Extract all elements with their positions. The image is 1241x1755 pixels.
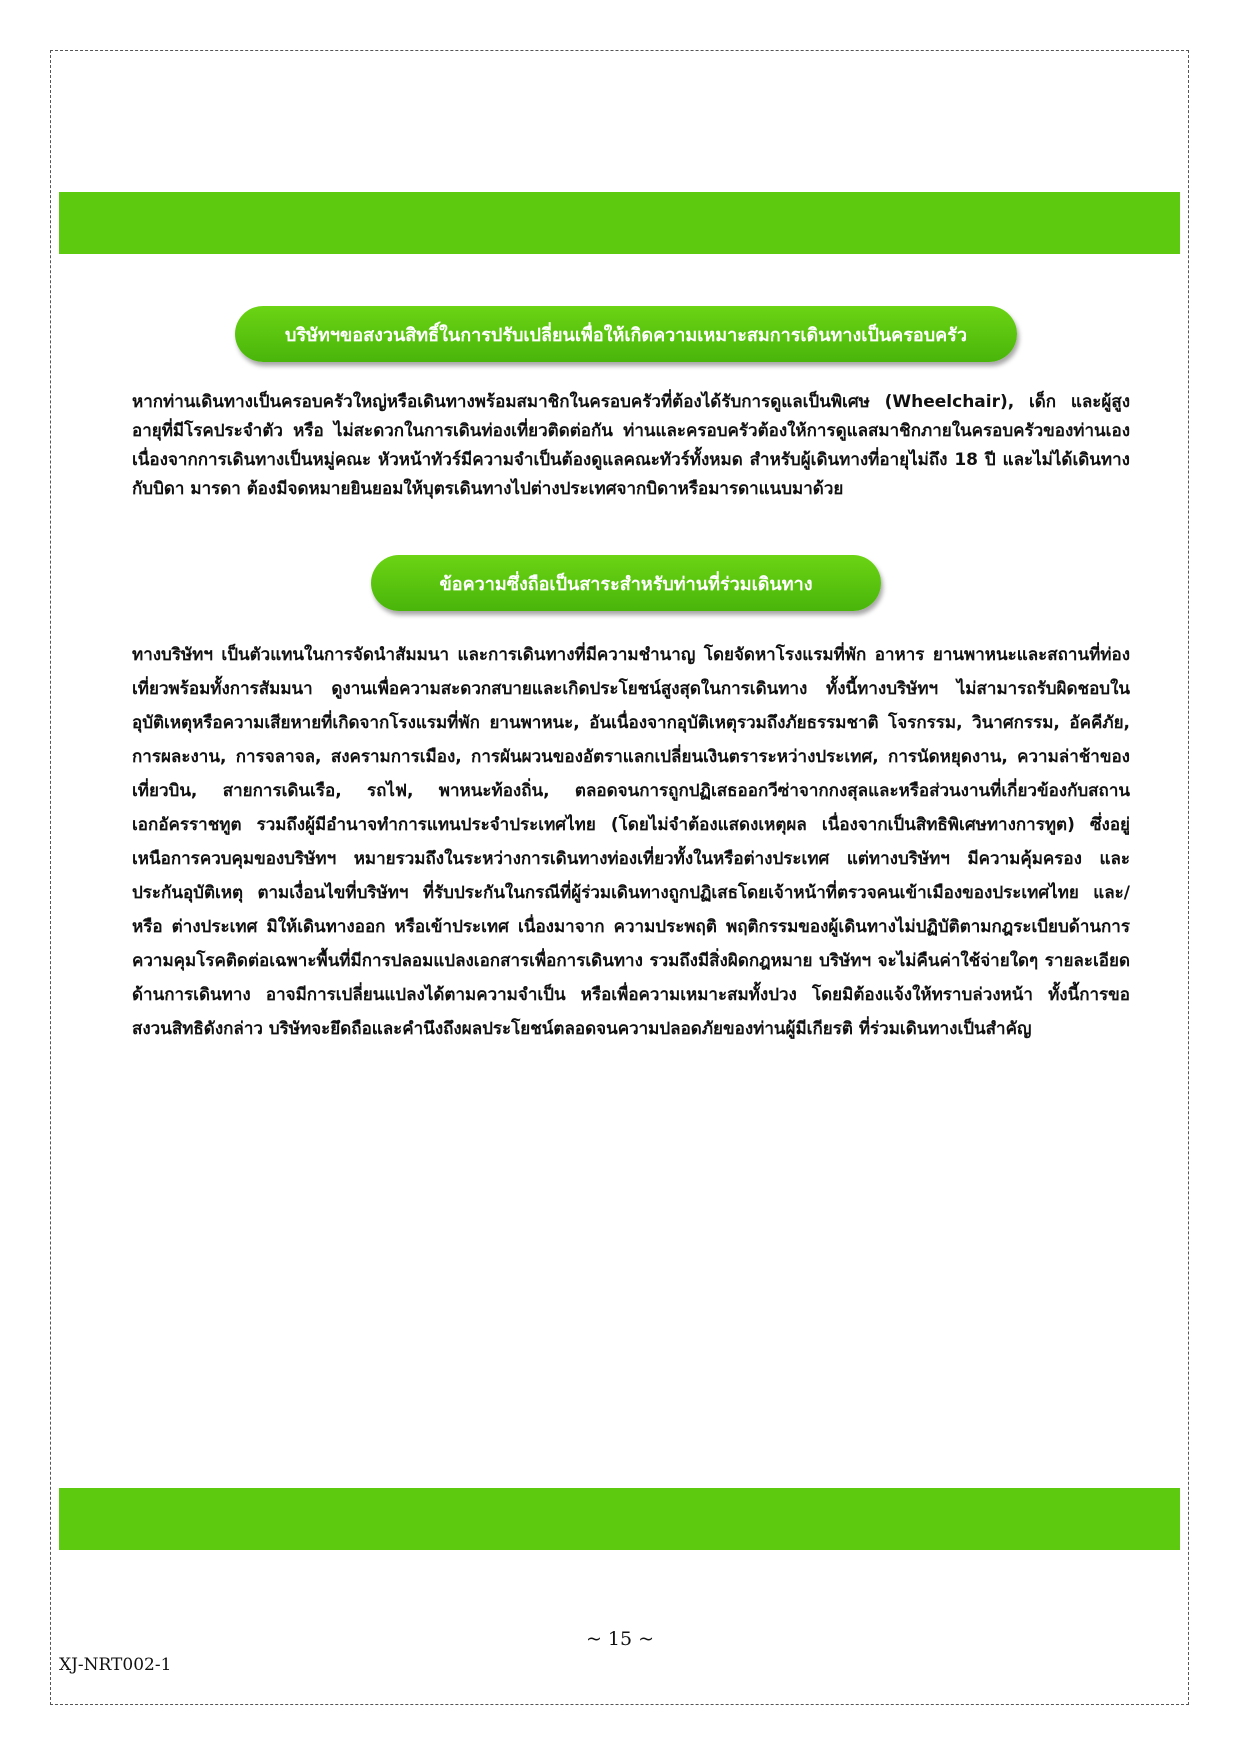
section-heading-important-info-text: ข้อความซึ่งถือเป็นสาระสำหรับท่านที่ร่วมเดินทาง	[439, 573, 813, 595]
section-heading-family-travel-text: บริษัทฯขอสงวนสิทธิ์ในการปรับเปลี่ยนเพื่อให้เกิดความเหมาะสมการเดินทางเป็นครอบครัว	[285, 324, 967, 346]
section-heading-family-travel	[235, 306, 1017, 362]
page-number: ~ 15 ~	[585, 1628, 655, 1650]
footer-band	[59, 1488, 1180, 1550]
family-travel-paragraph: หากท่านเดินทางเป็นครอบครัวใหญ่หรือเดินทางพร้อมสมาชิกในครอบครัวที่ต้องได้รับการดูแลเป็นพิเศษ (Wheelchair), เด็ก และผู้สูงอายุที่มีโรคประจำตัว หรือ ไม่สะดวกในการเดินท่องเที่ยวติดต่อกัน ท่านและครอบครัวต้องให้การดูแลสมาชิกภายในครอบครัวของท่านเอง เนื่องจากการเดินทางเป็นหมู่คณะ หัวหน้าทัวร์มีความจำเป็นต้องดูแลคณะทัวร์ทั้งหมด สำหรับผู้เดินทางที่อายุไม่ถึง 18 ปี และไม่ได้เดินทางกับบิดา มารดา ต้องมีจดหมายยินยอมให้บุตรเดินทางไปต่างประเทศจากบิดาหรือมารดาแนบมาด้วย	[132, 392, 1130, 499]
section-heading-important-info	[371, 555, 881, 611]
important-info-paragraph: ทางบริษัทฯ เป็นตัวแทนในการจัดนำสัมมนา และการเดินทางที่มีความชำนาญ โดยจัดหาโรงแรมที่พัก อาหาร ยานพาหนะและสถานที่ท่องเที่ยวพร้อมทั้งการสัมมนา ดูงานเพื่อความสะดวกสบายและเกิดประโยชน์สูงสุดในการเดินทาง ทั้งนี้ทางบริษัทฯ ไม่สามารถรับผิดชอบในอุบัติเหตุหรือความเสียหายที่เกิดจากโรงแรมที่พัก ยานพาหนะ, อันเนื่องจากอุบัติเหตุรวมถึงภัยธรรมชาติ โจรกรรม, วินาศกรรม, อัคคีภัย, การผละงาน, การจลาจล, สงครามการเมือง, การผันผวนของอัตราแลกเปลี่ยนเงินตราระหว่างประเทศ, การนัดหยุดงาน, ความล่าช้าของเที่ยวบิน, สายการเดินเรือ, รถไฟ, พาหนะท้องถิ่น, ตลอดจนการถูกปฏิเสธออกวีซ่าจากกงสุลและหรือส่วนงานที่เกี่ยวข้องกับสถานเอกอัครราชทูต รวมถึงผู้มีอำนาจทำการแทนประจำประเทศไทย (โดยไม่จำต้องแสดงเหตุผล เนื่องจากเป็นสิทธิพิเศษทางการทูต) ซึ่งอยู่เหนือการควบคุมของบริษัทฯ หมายรวมถึงในระหว่างการเดินทางท่องเที่ยวทั้งในหรือต่างประเทศ แต่ทางบริษัทฯ มีความคุ้มครอง และประกันอุบัติเหตุ ตามเงื่อนไขที่บริษัทฯ ที่รับประกันในกรณีที่ผู้ร่วมเดินทางถูกปฏิเสธโดยเจ้าหน้าที่ตรวจคนเข้าเมืองของประเทศไทย และ/หรือ ต่างประเทศ มิให้เดินทางออก หรือเข้าประเทศ เนื่องมาจาก ความประพฤติ พฤติกรรมของผู้เดินทางไม่ปฏิบัติตามกฎระเบียบด้านการความคุมโรคติดต่อเฉพาะพื้นที่มีการปลอมแปลงเอกสารเพื่อการเดินทาง รวมถึงมีสิ่งผิดกฎหมาย บริษัทฯ จะไม่คืนค่าใช้จ่ายใดๆ รายละเอียดด้านการเดินทาง อาจมีการเปลี่ยนแปลงได้ตามความจำเป็น หรือเพื่อความเหมาะสมทั้งปวง โดยมิต้องแจ้งให้ทราบล่วงหน้า ทั้งนี้การขอสงวนสิทธิดังกล่าว บริษัทจะยึดถือและคำนึงถึงผลประโยชน์ตลอดจนความปลอดภัยของท่านผู้มีเกียรติ ที่ร่วมเดินทางเป็นสำคัญ	[132, 645, 1130, 1039]
header-band	[59, 192, 1180, 254]
document-code: XJ-NRT002-1	[59, 1655, 172, 1675]
